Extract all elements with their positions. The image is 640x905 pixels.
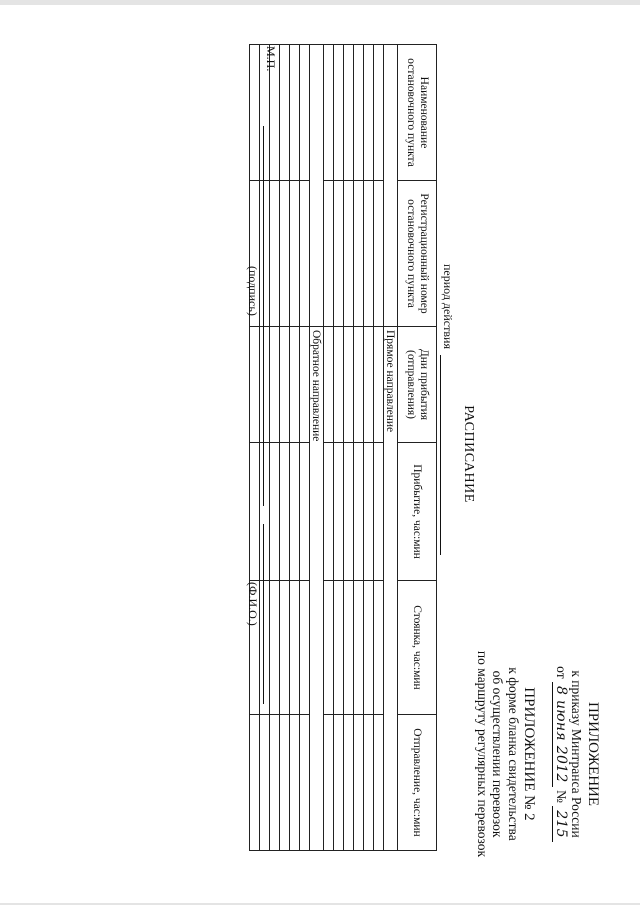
table-cell [324, 181, 334, 327]
table-cell [334, 581, 344, 715]
table-row [344, 45, 354, 851]
table-cell [300, 715, 310, 851]
table-cell [374, 181, 384, 327]
table-cell [300, 443, 310, 581]
column-header: Стоянка, час:мин [398, 581, 437, 715]
table-cell [374, 581, 384, 715]
table-cell [344, 181, 354, 327]
table-cell [364, 443, 374, 581]
table-cell [374, 45, 384, 181]
table-cell [354, 327, 364, 443]
table-cell [300, 45, 310, 181]
signature-label: (подпись) [246, 266, 260, 316]
table-cell [280, 181, 290, 327]
document-title: РАСПИСАНИЕ [461, 405, 476, 503]
period-row [440, 264, 455, 555]
table-row [280, 45, 290, 851]
table-cell [354, 443, 364, 581]
table-cell [334, 327, 344, 443]
table-cell [280, 715, 290, 851]
section-backward-row [310, 45, 324, 851]
table-cell [374, 327, 384, 443]
table-cell [310, 45, 324, 327]
table-cell [364, 327, 374, 443]
number-label: № [554, 789, 569, 803]
table-cell [354, 581, 364, 715]
table-row [364, 45, 374, 851]
table-cell [334, 443, 344, 581]
appendix-2-line-2: об осуществлении перевозок [490, 670, 506, 838]
order-number-handwritten: 215 [552, 806, 569, 842]
table-cell [384, 45, 398, 327]
column-header: Регистрационный номер остановочного пункта [398, 181, 437, 327]
table-cell [300, 181, 310, 327]
table-cell [290, 181, 300, 327]
table-cell [364, 45, 374, 181]
table-cell [354, 715, 364, 851]
section-forward-row [384, 45, 398, 851]
table-cell [344, 45, 354, 181]
appendix-title: ПРИЛОЖЕНИЕ [585, 701, 601, 807]
document-sheet [220, 4, 600, 904]
table-cell [344, 327, 354, 443]
table-row [324, 45, 334, 851]
appendix-order: к приказу Минтранса России [569, 670, 585, 838]
name-label: (Ф.И.О.) [246, 582, 260, 626]
column-header: Отправление, час:мин [398, 715, 437, 851]
column-header: Наименование остановочного пункта [398, 45, 437, 181]
table-cell [344, 443, 354, 581]
period-blank-line [440, 355, 453, 555]
table-cell [290, 443, 300, 581]
table-cell [290, 327, 300, 443]
table-cell [324, 581, 334, 715]
table-cell [354, 181, 364, 327]
table-cell [280, 443, 290, 581]
table-cell [300, 327, 310, 443]
table-cell [280, 327, 290, 443]
section-forward-label: Прямое направление [384, 327, 398, 851]
table-cell [300, 581, 310, 715]
table-row [334, 45, 344, 851]
table-cell [334, 181, 344, 327]
name-line [263, 524, 264, 704]
appendix-order-date-row [553, 604, 570, 904]
appendix-header [475, 604, 601, 904]
table-cell [364, 581, 374, 715]
table-cell [324, 715, 334, 851]
table-cell [364, 181, 374, 327]
table-row [300, 45, 310, 851]
table-cell [290, 581, 300, 715]
table-row [354, 45, 364, 851]
table-cell [334, 45, 344, 181]
appendix-2-line-1: к форме бланка свидетельства [506, 667, 521, 841]
table-row [374, 45, 384, 851]
table-cell [290, 715, 300, 851]
table-row [290, 45, 300, 851]
table-cell [364, 715, 374, 851]
signature-footer [220, 4, 280, 904]
appendix-2-title: ПРИЛОЖЕНИЕ № 2 [521, 687, 538, 821]
table-cell [290, 45, 300, 181]
from-label: от [554, 666, 569, 679]
table-cell [344, 715, 354, 851]
table-cell [280, 581, 290, 715]
table-cell [324, 45, 334, 181]
appendix-2-line-3: по маршруту регулярных перевозок [475, 650, 490, 858]
signature-line [263, 126, 264, 506]
table-cell [280, 45, 290, 181]
order-date-handwritten: 8 июня 2012 [552, 682, 569, 787]
column-header: Прибытие, час:мин [398, 443, 437, 581]
table-cell [324, 443, 334, 581]
table-cell [344, 581, 354, 715]
table-cell [374, 715, 384, 851]
table-cell [324, 327, 334, 443]
table-cell [354, 45, 364, 181]
section-backward-label: Обратное направление [310, 327, 324, 851]
period-label: период действия [441, 264, 455, 349]
table-cell [374, 443, 384, 581]
column-header: Дни прибытия (отправления) [398, 327, 437, 443]
table-cell [334, 715, 344, 851]
stamp-place-label: М.П. [264, 46, 278, 72]
table-header-row [398, 45, 437, 851]
